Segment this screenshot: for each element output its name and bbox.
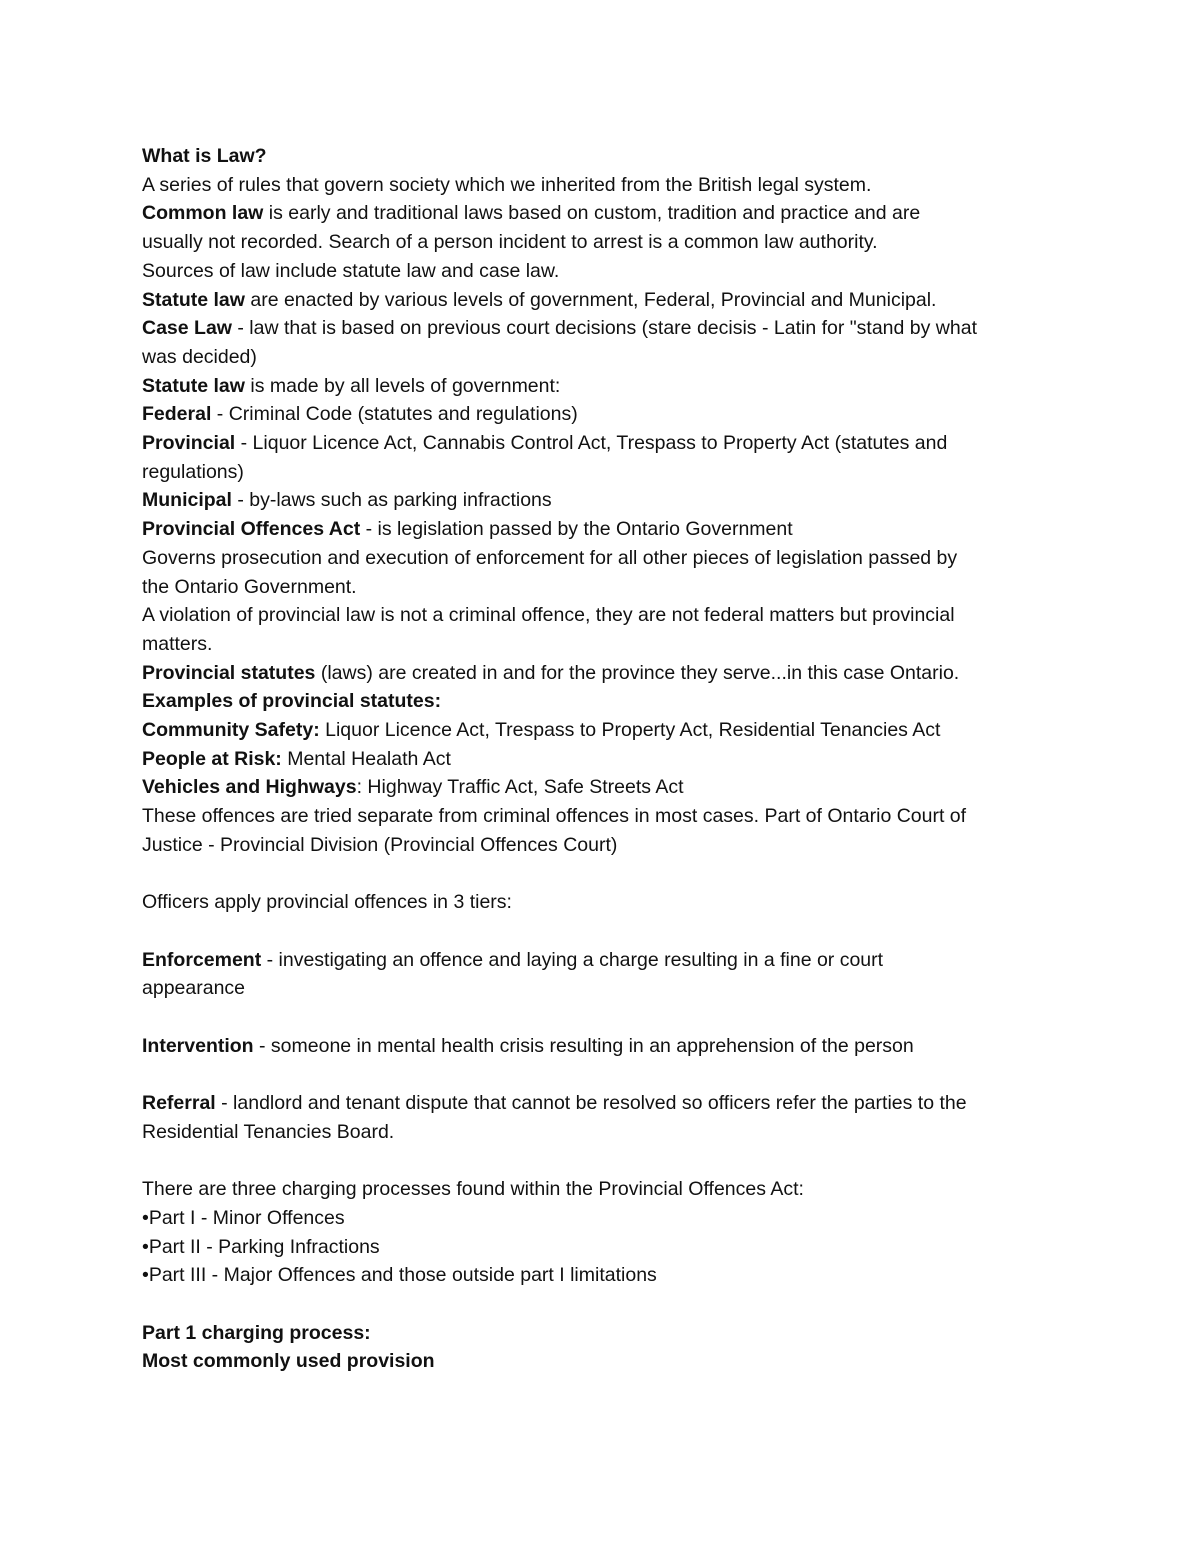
document-body [142,142,1072,1376]
intervention-text: - someone in mental health crisis resulting in an apprehension of the person [253,1034,914,1057]
community-term: Community Safety: [142,719,320,742]
violation-line-1: A violation of provincial law is not a criminal offence, they are not federal matters but provincial [142,604,955,627]
poa-line [142,515,1072,544]
enforcement-line-1 [142,946,1072,975]
referral-line-2: Residential Tenancies Board. [142,1120,395,1143]
prov-statutes-text: (laws) are created in and for the province they serve...in this case Ontario. [315,661,960,684]
municipal-line [142,486,1072,515]
federal-line [142,400,1072,429]
enforcement-term: Enforcement [142,948,262,971]
part1-subheading: Most commonly used provision [142,1350,435,1373]
vehicles-line [142,773,1072,802]
charging-intro: There are three charging processes found within the Provincial Offences Act: [142,1178,804,1201]
provincial-text: - Liquor Licence Act, Cannabis Control Act, Trespass to Property Act (statutes and [235,432,948,455]
list-item-part-3: •Part III - Major Offences and those outside part I limitations [142,1264,657,1287]
blank-line [142,1147,1072,1176]
list-item-part-2: •Part II - Parking Infractions [142,1235,380,1258]
sources-line: Sources of law include statute law and case law. [142,259,560,282]
vehicles-text: : Highway Traffic Act, Safe Streets Act [356,776,684,799]
community-text: Liquor Licence Act, Trespass to Property Act, Residential Tenancies Act [319,719,941,742]
blank-line [142,1060,1072,1089]
blank-line [142,1003,1072,1032]
people-line [142,745,1072,774]
community-line [142,716,1072,745]
governs-line-1: Governs prosecution and execution of enforcement for all other pieces of legislation passed by [142,546,958,569]
poa-text: - is legislation passed by the Ontario Government [360,518,793,541]
tried-line-2: Justice - Provincial Division (Provincial Offences Court) [142,833,618,856]
statute-law-term: Statute law [142,288,245,311]
enforcement-line-2: appearance [142,977,246,1000]
blank-line [142,860,1072,889]
provincial-term: Provincial [142,432,236,455]
statute-made-term: Statute law [142,374,245,397]
list-item-part-1: •Part I - Minor Offences [142,1206,345,1229]
violation-line-2: matters. [142,632,213,655]
part1-heading: Part 1 charging process: [142,1321,371,1344]
statute-made-line [142,372,1072,401]
enforcement-text: - investigating an offence and laying a charge resulting in a fine or court [261,948,884,971]
common-law-text: is early and traditional laws based on custom, tradition and practice and are [263,202,921,225]
federal-term: Federal [142,403,212,426]
common-law-term: Common law [142,202,264,225]
referral-line-1 [142,1089,1072,1118]
case-law-line-1 [142,314,1072,343]
referral-text: - landlord and tenant dispute that cannot be resolved so officers refer the parties to the [215,1092,967,1115]
governs-line-2: the Ontario Government. [142,575,357,598]
intervention-line [142,1032,1072,1061]
poa-term: Provincial Offences Act [142,518,361,541]
referral-term: Referral [142,1092,216,1115]
case-law-text: - law that is based on previous court decisions (stare decisis - Latin for "stand by what [231,317,977,340]
tiers-intro: Officers apply provincial offences in 3 tiers: [142,891,512,914]
examples-heading: Examples of provincial statutes: [142,690,442,713]
provincial-line-2: regulations) [142,460,244,483]
statute-law-text: are enacted by various levels of government, Federal, Provincial and Municipal. [244,288,937,311]
provincial-line-1 [142,429,1072,458]
case-law-line-2: was decided) [142,345,257,368]
prov-statutes-term: Provincial statutes [142,661,316,684]
blank-line [142,917,1072,946]
tried-line-1: These offences are tried separate from criminal offences in most cases. Part of Ontario Court of [142,805,967,828]
common-law-line-1 [142,199,1072,228]
federal-text: - Criminal Code (statutes and regulations) [211,403,578,426]
intervention-term: Intervention [142,1034,254,1057]
intro-paragraph: A series of rules that govern society which we inherited from the British legal system. [142,173,872,196]
municipal-text: - by-laws such as parking infractions [231,489,552,512]
case-law-term: Case Law [142,317,232,340]
people-term: People at Risk: [142,747,282,770]
municipal-term: Municipal [142,489,232,512]
blank-line [142,1290,1072,1319]
common-law-line-2: usually not recorded. Search of a person incident to arrest is a common law authority. [142,231,878,254]
statute-made-text: is made by all levels of government: [244,374,561,397]
statute-law-line [142,286,1072,315]
vehicles-term: Vehicles and Highways [142,776,357,799]
prov-statutes-line [142,659,1072,688]
section-heading: What is Law? [142,145,267,167]
people-text: Mental Healath Act [281,747,451,770]
